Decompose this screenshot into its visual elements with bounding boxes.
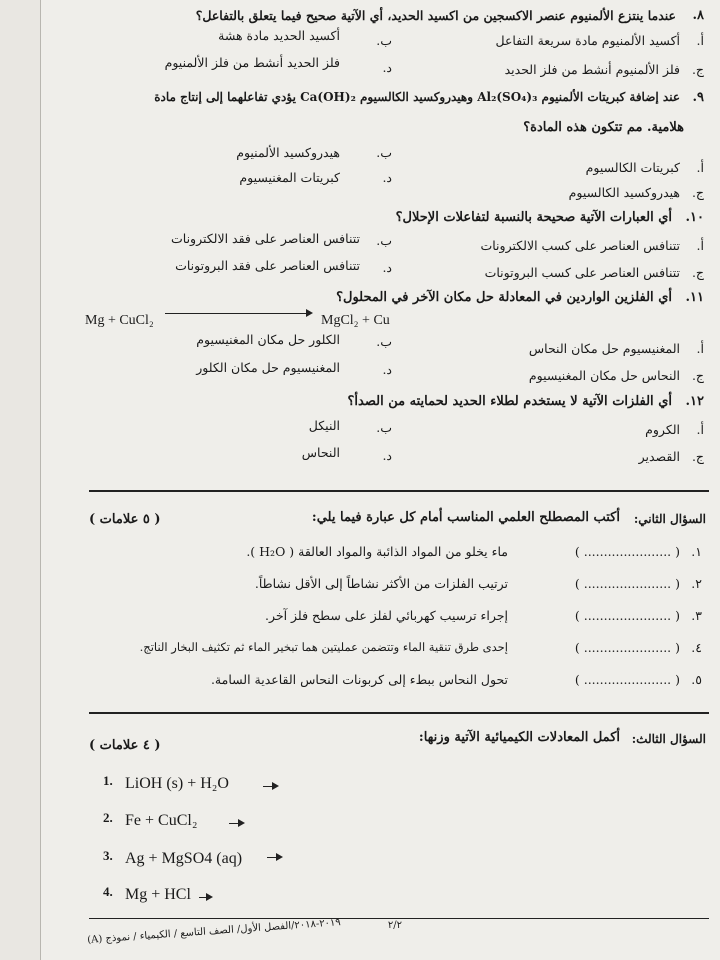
eq3-text: Ag + MgSO4 (aq) <box>125 850 243 867</box>
section2-instruction: أكتب المصطلح العلمي المناسب أمام كل عبارة فيما يلي: <box>311 510 620 525</box>
q11-option-b-letter: ب. <box>376 334 392 349</box>
eq2-arrow-icon <box>229 823 243 824</box>
section3-label: السؤال الثالث: <box>631 732 706 746</box>
eq3-number: 3. <box>103 848 113 863</box>
s2-item2-number: ٢. <box>691 576 702 591</box>
q12-option-a-letter: أ. <box>696 422 704 437</box>
q8-number: ٨. <box>692 8 704 23</box>
q12-option-c[interactable]: القصدير <box>638 449 680 464</box>
q10-option-a[interactable]: تتنافس العناصر على كسب الالكترونات <box>480 238 680 253</box>
q11-option-a-letter: أ. <box>696 341 704 356</box>
q11-option-b[interactable]: الكلور حل مكان المغنيسيوم <box>196 332 340 347</box>
q8-option-b[interactable]: أكسيد الحديد مادة هشة <box>218 28 340 43</box>
s2-item1-number: ١. <box>691 544 702 559</box>
q12-option-b[interactable]: النيكل <box>308 418 340 433</box>
s2-item1-blank[interactable]: ( ...................... ) <box>574 544 680 559</box>
q11-question: أي الفلزين الواردين في المعادلة حل مكان الآخر في المحلول؟ <box>336 290 672 305</box>
q10-option-c[interactable]: تتنافس العناصر على كسب البروتونات <box>484 265 680 280</box>
q10-option-d[interactable]: تتنافس العناصر على فقد البروتونات <box>175 258 360 273</box>
eq4-text: Mg + HCl <box>125 886 191 903</box>
section-divider <box>89 712 709 714</box>
q11-option-c[interactable]: النحاس حل مكان المغنيسيوم <box>528 368 680 383</box>
s2-item2-text: ترتيب الفلزات من الأكثر نشاطاً إلى الأقل نشاطاً. <box>254 576 508 591</box>
s2-item4-number: ٤. <box>691 640 702 655</box>
s2-item2-blank[interactable]: ( ...................... ) <box>574 576 680 591</box>
footer-page-number: ٢/٢ <box>387 920 402 931</box>
q11-option-d[interactable]: المغنيسيوم حل مكان الكلور <box>196 360 340 375</box>
q8-option-c-letter: ج. <box>691 62 704 77</box>
s2-item3-text: إجراء ترسيب كهربائي لفلز على سطح فلز آخر. <box>264 608 508 623</box>
s2-item4-text: إحدى طرق تنقية الماء وتتضمن عمليتين هما تبخير الماء ثم تكثيف البخار الناتج. <box>139 640 508 654</box>
eq2-number: 2. <box>103 810 113 825</box>
q8-option-c[interactable]: فلز الألمنيوم أنشط من فلز الحديد <box>504 62 680 77</box>
section3-instruction: أكمل المعادلات الكيميائية الآتية وزنها: <box>418 730 620 745</box>
q9-option-b-letter: ب. <box>376 145 392 160</box>
q8-option-a-letter: أ. <box>696 33 704 48</box>
q11-number: ١١. <box>685 290 704 305</box>
q9-option-a[interactable]: كبريتات الكالسيوم <box>585 160 680 175</box>
q8-option-d-letter: د. <box>382 60 392 75</box>
q11-option-a[interactable]: المغنيسيوم حل مكان النحاس <box>528 341 680 356</box>
q11-option-d-letter: د. <box>382 362 392 377</box>
q10-option-d-letter: د. <box>382 260 392 275</box>
s2-item5-text: تحول النحاس ببطء إلى كربونات النحاس القاعدية السامة. <box>210 672 508 687</box>
eq4-number: 4. <box>103 884 113 899</box>
s2-item5-number: ٥. <box>691 672 702 687</box>
q10-question: أي العبارات الآتية صحيحة بالنسبة لتفاعلات الإحلال؟ <box>395 210 672 225</box>
section2-marks: ( ٥ علامات ) <box>89 512 161 527</box>
eq1-number: 1. <box>103 773 113 788</box>
section-divider <box>89 490 709 492</box>
s2-item3-number: ٣. <box>691 608 702 623</box>
reaction-arrow-icon <box>165 313 311 314</box>
q12-question: أي الفلزات الآتية لا يستخدم لطلاء الحديد لحمايته من الصدأ؟ <box>347 394 672 409</box>
q10-option-c-letter: ج. <box>691 265 704 280</box>
q12-option-d[interactable]: النحاس <box>301 445 340 460</box>
eq1-arrow-icon <box>263 786 277 787</box>
q9-option-d-letter: د. <box>382 170 392 185</box>
q9-number: ٩. <box>692 90 704 105</box>
q10-number: ١٠. <box>685 210 704 225</box>
eq3-arrow-icon <box>267 857 281 858</box>
section3-marks: ( ٤ علامات ) <box>89 738 161 753</box>
q12-number: ١٢. <box>685 394 704 409</box>
q9-option-d[interactable]: كبريتات المغنيسيوم <box>239 170 340 185</box>
s2-item5-blank[interactable]: ( ...................... ) <box>574 672 680 687</box>
eq1-text: LiOH (s) + H₂O <box>125 775 229 792</box>
q9-question-line2: هلامية. مم تتكون هذه المادة؟ <box>523 120 684 135</box>
q10-option-b[interactable]: تتنافس العناصر على فقد الالكترونات <box>171 231 360 246</box>
exam-page <box>40 0 720 960</box>
q12-option-c-letter: ج. <box>691 449 704 464</box>
eq2-text: Fe + CuCl₂ <box>125 812 198 829</box>
q11-equation-reactants: Mg + CuCl₂ <box>85 313 154 328</box>
s2-item4-blank[interactable]: ( ...................... ) <box>574 640 680 655</box>
q12-option-d-letter: د. <box>382 448 392 463</box>
q10-option-a-letter: أ. <box>696 238 704 253</box>
q12-option-b-letter: ب. <box>376 420 392 435</box>
s2-item3-blank[interactable]: ( ...................... ) <box>574 608 680 623</box>
q12-option-a[interactable]: الكروم <box>645 422 680 437</box>
q11-equation-products: MgCl₂ + Cu <box>321 313 390 328</box>
q10-option-b-letter: ب. <box>376 233 392 248</box>
q9-option-b[interactable]: هيدروكسيد الألمنيوم <box>236 145 340 160</box>
s2-item1-text: ماء يخلو من المواد الذائبة والمواد العالقة ( H₂O ). <box>246 544 508 559</box>
q8-question: عندما ينتزع الألمنيوم عنصر الاكسجين من اكسيد الحديد، أي الآتية صحيح فيما يتعلق بالتفاعل؟ <box>195 8 676 23</box>
q9-option-c[interactable]: هيدروكسيد الكالسيوم <box>568 185 680 200</box>
q11-option-c-letter: ج. <box>691 368 704 383</box>
eq4-arrow-icon <box>199 897 211 898</box>
q9-option-c-letter: ج. <box>691 185 704 200</box>
q9-option-a-letter: أ. <box>696 160 704 175</box>
section2-label: السؤال الثاني: <box>633 512 706 526</box>
footer-label: ٢٠١٩-٢٠١٨/الفصل الأول/ الصف التاسع / الكيمياء / نموذج (A) <box>86 917 342 946</box>
footer-divider <box>89 918 709 919</box>
q8-option-b-letter: ب. <box>376 33 392 48</box>
q8-option-d[interactable]: فلز الحديد أنشط من فلز الألمنيوم <box>164 55 340 70</box>
q8-option-a[interactable]: أكسيد الألمنيوم مادة سريعة التفاعل <box>495 33 680 48</box>
q9-question: عند إضافة كبريتات الألمنيوم Al₂(SO₄)₃ وهيدروكسيد الكالسيوم Ca(OH)₂ يؤدي تفاعلهما إلى إنتاج مادة <box>154 90 680 104</box>
